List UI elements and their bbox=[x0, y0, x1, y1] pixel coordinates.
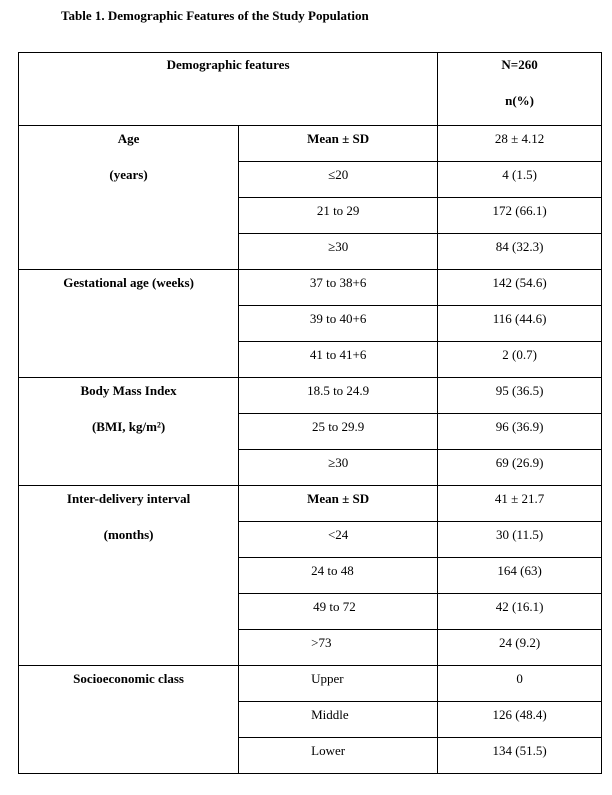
value-text: 42 (16.1) bbox=[495, 599, 544, 614]
table-row bbox=[19, 378, 602, 414]
category-cell bbox=[239, 378, 438, 414]
category-cell bbox=[239, 126, 438, 162]
value-cell bbox=[438, 378, 602, 414]
category-text: 41 to 41+6 bbox=[309, 347, 367, 362]
value-cell bbox=[438, 630, 602, 666]
category-cell bbox=[239, 594, 438, 630]
category-text: 25 to 29.9 bbox=[311, 419, 365, 434]
table-header-row bbox=[19, 53, 602, 126]
value-text: 134 (51.5) bbox=[492, 743, 547, 758]
header-n-percent: n(%) bbox=[505, 93, 535, 108]
value-text: 30 (11.5) bbox=[495, 527, 544, 542]
header-n-total: N=260 bbox=[501, 57, 538, 72]
group-label-line2: (months) bbox=[103, 527, 154, 542]
value-text: 164 (63) bbox=[497, 563, 542, 578]
group-label-line2: (BMI, kg/m²) bbox=[91, 419, 166, 434]
category-text: ≥30 bbox=[328, 239, 349, 254]
category-cell bbox=[239, 666, 438, 702]
category-text: Middle bbox=[311, 707, 349, 722]
group-label-line1: Age bbox=[117, 131, 140, 146]
demographics-table bbox=[18, 52, 602, 774]
category-text: 21 to 29 bbox=[316, 203, 360, 218]
category-cell bbox=[239, 306, 438, 342]
value-cell bbox=[438, 558, 602, 594]
category-text: Mean ± SD bbox=[307, 131, 370, 146]
value-cell bbox=[438, 306, 602, 342]
category-cell bbox=[239, 630, 438, 666]
value-text: 69 (26.9) bbox=[495, 455, 544, 470]
category-text: 49 to 72 bbox=[313, 599, 356, 614]
value-text: 95 (36.5) bbox=[495, 383, 544, 398]
table-row bbox=[19, 126, 602, 162]
table-row bbox=[19, 270, 602, 306]
category-cell bbox=[239, 198, 438, 234]
category-text: <24 bbox=[327, 527, 349, 542]
category-cell bbox=[239, 702, 438, 738]
value-text: 126 (48.4) bbox=[492, 707, 547, 722]
value-text: 28 ± 4.12 bbox=[494, 131, 545, 146]
value-cell bbox=[438, 738, 602, 774]
category-text: Upper bbox=[311, 671, 344, 686]
value-cell bbox=[438, 162, 602, 198]
value-text: 116 (44.6) bbox=[492, 311, 547, 326]
category-text: >73 bbox=[311, 635, 332, 650]
category-cell bbox=[239, 450, 438, 486]
table-title: Table 1. Demographic Features of the Study Population bbox=[61, 8, 369, 23]
category-text: ≥30 bbox=[328, 455, 349, 470]
group-label-age bbox=[19, 126, 239, 270]
group-label-line1: Socioeconomic class bbox=[73, 671, 184, 686]
value-cell bbox=[438, 270, 602, 306]
value-cell bbox=[438, 702, 602, 738]
value-cell bbox=[438, 234, 602, 270]
value-cell bbox=[438, 450, 602, 486]
category-text: 18.5 to 24.9 bbox=[307, 383, 370, 398]
group-label-socioeconomic-class bbox=[19, 666, 239, 774]
category-cell bbox=[239, 342, 438, 378]
category-cell bbox=[239, 558, 438, 594]
category-text: ≤20 bbox=[328, 167, 349, 182]
value-text: 24 (9.2) bbox=[498, 635, 541, 650]
value-cell bbox=[438, 486, 602, 522]
category-cell bbox=[239, 414, 438, 450]
category-cell bbox=[239, 162, 438, 198]
value-cell bbox=[438, 414, 602, 450]
category-text: 24 to 48 bbox=[311, 563, 354, 578]
value-cell bbox=[438, 342, 602, 378]
value-cell bbox=[438, 198, 602, 234]
value-text: 41 ± 21.7 bbox=[494, 491, 545, 506]
value-cell bbox=[438, 666, 602, 702]
value-text: 0 bbox=[516, 671, 523, 686]
table-row bbox=[19, 666, 602, 702]
group-label-line2: (years) bbox=[109, 167, 148, 182]
group-label-inter-delivery-interval bbox=[19, 486, 239, 666]
group-label-line1: Inter-delivery interval bbox=[66, 491, 191, 506]
category-cell bbox=[239, 522, 438, 558]
group-label-gestational-age bbox=[19, 270, 239, 378]
table-row bbox=[19, 486, 602, 522]
value-text: 4 (1.5) bbox=[502, 167, 537, 182]
category-text: Lower bbox=[311, 743, 346, 758]
header-n bbox=[438, 53, 602, 126]
value-cell bbox=[438, 126, 602, 162]
category-cell bbox=[239, 738, 438, 774]
category-cell bbox=[239, 234, 438, 270]
value-cell bbox=[438, 594, 602, 630]
value-text: 84 (32.3) bbox=[495, 239, 544, 254]
header-label: Demographic features bbox=[166, 57, 290, 72]
value-text: 2 (0.7) bbox=[502, 347, 537, 362]
value-text: 142 (54.6) bbox=[492, 275, 547, 290]
category-text: 39 to 40+6 bbox=[309, 311, 367, 326]
group-label-bmi bbox=[19, 378, 239, 486]
category-text: 37 to 38+6 bbox=[309, 275, 367, 290]
header-demographic-features bbox=[19, 53, 438, 126]
group-label-line1: Gestational age (weeks) bbox=[63, 275, 194, 290]
category-cell bbox=[239, 270, 438, 306]
category-cell bbox=[239, 486, 438, 522]
value-cell bbox=[438, 522, 602, 558]
value-text: 172 (66.1) bbox=[492, 203, 547, 218]
group-label-line1: Body Mass Index bbox=[80, 383, 177, 398]
category-text: Mean ± SD bbox=[307, 491, 370, 506]
value-text: 96 (36.9) bbox=[495, 419, 544, 434]
